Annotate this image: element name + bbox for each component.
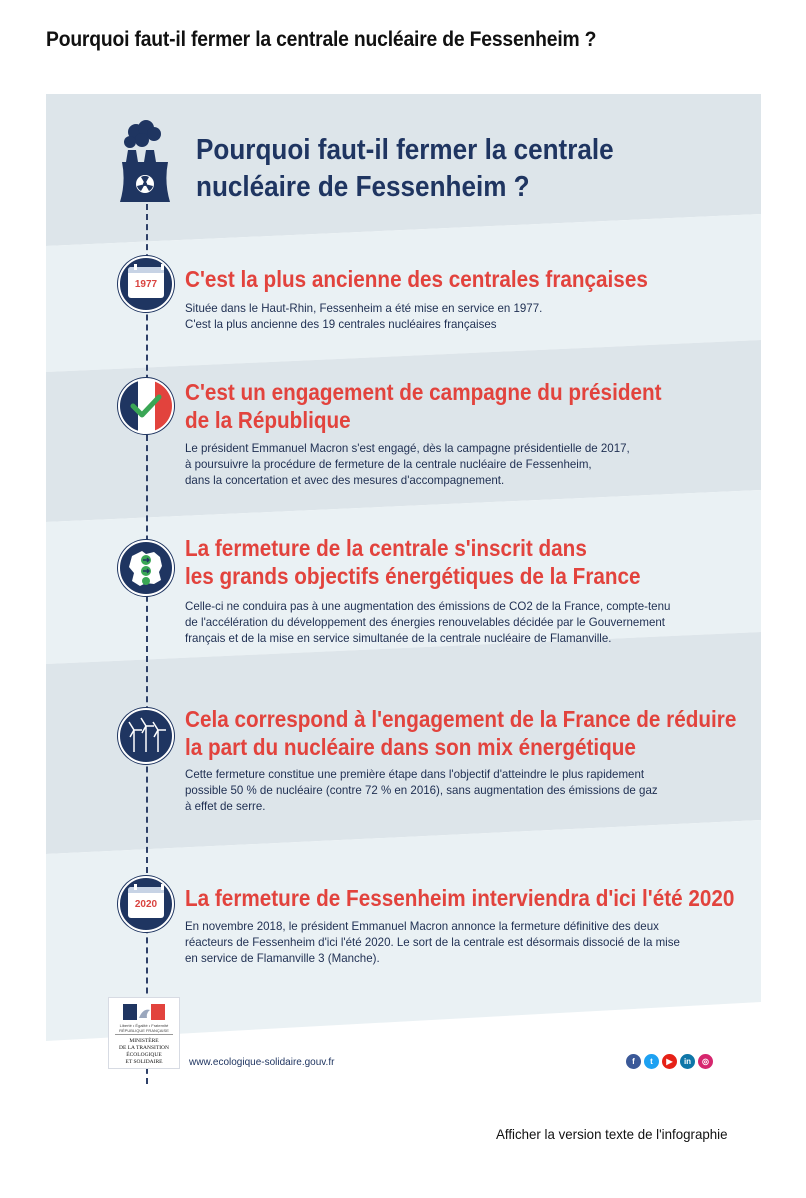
section-5-text-line: en service de Flamanville 3 (Manche). [185,951,380,965]
section-1-text-line: C'est la plus ancienne des 19 centrales nucléaires françaises [185,317,497,331]
infographic [46,94,761,1084]
section-5-text [185,918,680,966]
section-2-heading-line: de la République [185,407,351,433]
section-3-text-line: de l'accélération du développement des énergies renouvelables décidée par le Gouvernement [185,615,665,629]
instagram-icon[interactable]: ◎ [698,1054,713,1069]
section-4-heading [185,705,736,761]
section-3-heading-line: les grands objectifs énergétiques de la France [185,563,641,589]
section-2-text-line: Le président Emmanuel Macron s'est engagé, dès la campagne présidentielle de 2017, [185,441,630,455]
republic-text: Liberté • Égalité • Fraternité RÉPUBLIQUE FRANÇAISE [119,1023,169,1033]
youtube-icon[interactable]: ▶ [662,1054,677,1069]
french-flag-check-icon [118,378,174,434]
ministry-logo [108,997,180,1069]
timeline-line [146,204,148,1084]
section-2-heading-line: C'est un engagement de campagne du président [185,379,662,405]
facebook-icon[interactable]: f [626,1054,641,1069]
infographic-title-line1: Pourquoi faut-il fermer la centrale [196,134,614,166]
section-2-text-line: dans la concertation et avec des mesures d'accompagnement. [185,473,505,487]
wind-turbines-icon [118,708,174,764]
text-version-link[interactable]: Afficher la version texte de l'infographie [496,1126,728,1142]
website-url[interactable]: www.ecologique-solidaire.gouv.fr [189,1057,335,1068]
section-1-text [185,300,542,332]
section-3-text [185,598,670,646]
section-5-text-line: En novembre 2018, le président Emmanuel Macron annonce la fermeture définitive des deux [185,919,659,933]
calendar-icon [118,876,174,932]
section-5-text-line: réacteurs de Fessenheim d'ici l'été 2020. Le sort de la centrale est désormais dissocié de la mise [185,935,680,949]
section-1-text-line: Située dans le Haut-Rhin, Fessenheim a été mise en service en 1977. [185,301,543,315]
infographic-title [196,132,614,206]
ministry-name: MINISTÈRE DE LA TRANSITION ÉCOLOGIQUE ET SOLIDAIRE [118,1038,169,1065]
section-3-heading-line: La fermeture de la centrale s'inscrit dans [185,535,587,561]
section-5-heading: La fermeture de Fessenheim interviendra d'ici l'été 2020 [185,885,735,911]
section-2-text [185,440,630,488]
section-2-text-line: à poursuivre la procédure de fermeture de la centrale nucléaire de Fessenheim, [185,457,592,471]
section-4-text-line: possible 50 % de nucléaire (contre 72 % en 2016), sans augmentation des émissions de gaz [185,783,658,797]
twitter-icon[interactable]: t [644,1054,659,1069]
nuclear-plant-icon [114,120,176,202]
section-1-heading: C'est la plus ancienne des centrales françaises [185,266,648,292]
section-4-text-line: Cette fermeture constitue une première étape dans l'objectif d'atteindre le plus rapidement [185,767,645,781]
page-title: Pourquoi faut-il fermer la centrale nucléaire de Fessenheim ? [46,28,597,51]
calendar-year-2020: 2020 [134,899,158,910]
social-links [626,1054,713,1069]
calendar-year-1977: 1977 [134,279,158,290]
france-map-arrows-icon [118,540,174,596]
section-4-text-line: à effet de serre. [185,799,266,813]
linkedin-icon[interactable]: in [680,1054,695,1069]
calendar-icon [118,256,174,312]
section-4-heading-line: Cela correspond à l'engagement de la France de réduire [185,706,737,732]
section-3-text-line: Celle-ci ne conduira pas à une augmentation des émissions de CO2 de la France, compte-tenu [185,599,671,613]
marianne-flag-icon [123,1004,165,1020]
section-3-heading [185,534,641,590]
section-3-text-line: français et de la mise en service simultanée de la centrale nucléaire de Flamanville. [185,631,612,645]
section-4-heading-line: la part du nucléaire dans son mix énergétique [185,734,636,760]
section-4-text [185,766,658,814]
infographic-title-line2: nucléaire de Fessenheim ? [196,171,530,203]
section-2-heading [185,378,662,434]
